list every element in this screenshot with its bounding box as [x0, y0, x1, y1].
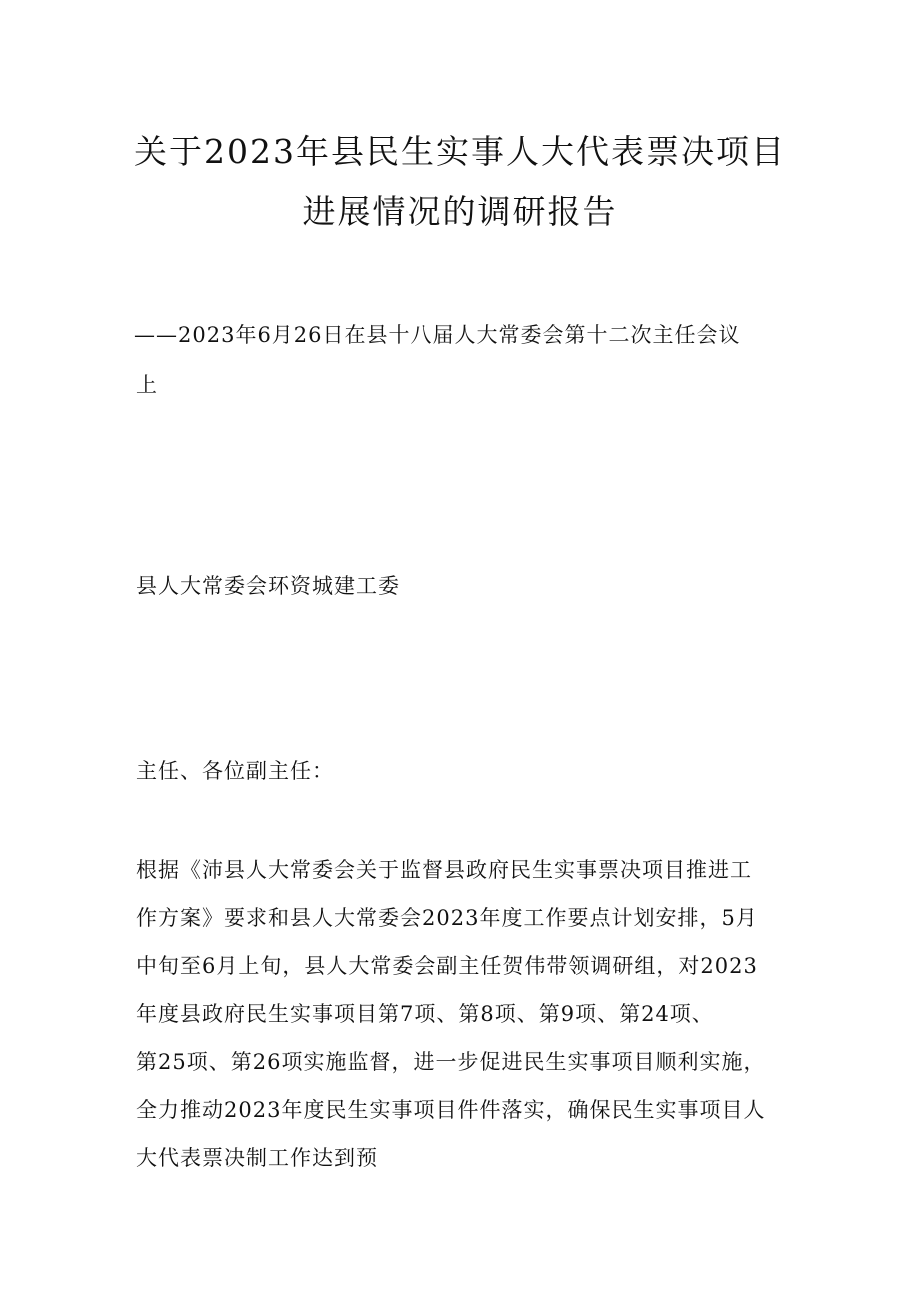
- body-paragraph-line: 年度县政府民生实事项目第7项、第8项、第9项、第24项、: [136, 1002, 714, 1026]
- body-paragraph-line: 根据《沛县人大常委会关于监督县政府民生实事票决项目推进工: [136, 858, 752, 882]
- report-subtitle-line-1: ——2023年6月26日在县十八届人大常委会第十二次主任会议: [134, 323, 741, 347]
- body-paragraph-line: 第25项、第26项实施监督，进一步促进民生实事项目顺利实施，: [136, 1050, 766, 1074]
- report-title-line-1: 关于2023年县民生实事人大代表票决项目: [134, 132, 786, 171]
- body-paragraph-line: 作方案》要求和县人大常委会2023年度工作要点计划安排，5月: [136, 906, 758, 930]
- body-paragraph-line: 全力推动2023年度民生实事项目件件落实，确保民生实事项目人: [136, 1098, 766, 1122]
- report-subtitle-line-2: 上: [136, 373, 158, 397]
- salutation: 主任、各位副主任：: [136, 759, 334, 783]
- report-title-line-2: 进展情况的调研报告: [302, 192, 618, 231]
- body-paragraph-line: 中旬至6月上旬，县人大常委会副主任贺伟带领调研组，对2023: [136, 954, 758, 978]
- report-author: 县人大常委会环资城建工委: [136, 574, 400, 598]
- body-paragraph-line: 大代表票决制工作达到预: [136, 1146, 378, 1170]
